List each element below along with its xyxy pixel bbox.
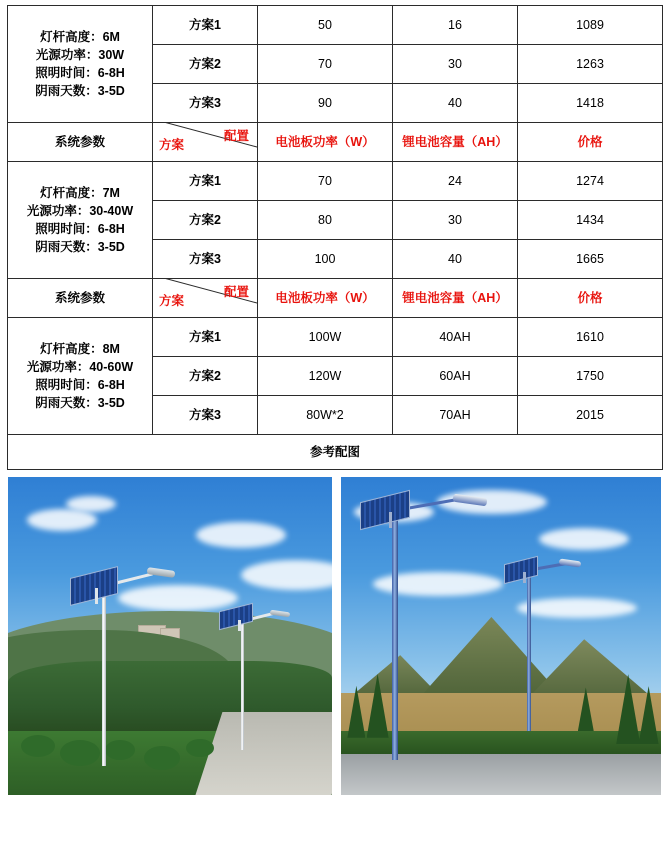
plan-header-label: 方案 [159, 294, 185, 308]
plan-header-label: 方案 [159, 138, 185, 152]
panel-mount [238, 620, 241, 631]
panel-power-value: 70 [258, 45, 393, 84]
price-value: 1263 [518, 45, 663, 84]
price-value: 1665 [518, 240, 663, 279]
reference-images-title: 参考配图 [8, 435, 663, 470]
column-header-plan-config [153, 123, 258, 162]
spec-table [7, 5, 663, 470]
system-parameters-cell [8, 162, 153, 279]
column-header-battery-capacity: 锂电池容量（AH） [393, 123, 518, 162]
param-line: 照明时间：6-8H [35, 222, 125, 236]
config-header-label: 配置 [223, 129, 249, 143]
param-line: 灯杆高度：6M [40, 29, 120, 44]
shrub [21, 735, 55, 757]
plan-label: 方案1 [153, 318, 258, 357]
price-value: 2015 [518, 396, 663, 435]
panel-power-value: 90 [258, 84, 393, 123]
table-row [8, 318, 663, 357]
plan-label: 方案2 [153, 357, 258, 396]
system-parameters-cell [8, 318, 153, 435]
panel-power-value: 80 [258, 201, 393, 240]
panel-mount [95, 588, 98, 604]
panel-mount [389, 512, 392, 528]
table-header-row [8, 123, 663, 162]
price-value: 1610 [518, 318, 663, 357]
param-line: 灯杆高度：8M [40, 341, 120, 356]
panel-power-value: 50 [258, 6, 393, 45]
panel-power-value: 100W [258, 318, 393, 357]
panel-power-value: 80W*2 [258, 396, 393, 435]
price-value: 1434 [518, 201, 663, 240]
cloud-shape [27, 509, 97, 531]
column-header-price: 价格 [518, 279, 663, 318]
battery-capacity-value: 60AH [393, 357, 518, 396]
battery-capacity-value: 24 [393, 162, 518, 201]
battery-capacity-value: 40AH [393, 318, 518, 357]
column-header-battery-capacity: 锂电池容量（AH） [393, 279, 518, 318]
price-value: 1089 [518, 6, 663, 45]
light-pole [102, 582, 106, 766]
table-header-row [8, 279, 663, 318]
plan-label: 方案2 [153, 45, 258, 84]
plan-label: 方案3 [153, 240, 258, 279]
param-line: 阴雨天数：3-5D [35, 396, 125, 411]
light-pole [392, 506, 398, 760]
config-header-label: 配置 [223, 285, 249, 299]
param-line: 照明时间：6-8H [35, 66, 125, 80]
shrub [144, 746, 180, 770]
panel-power-value: 100 [258, 240, 393, 279]
price-value: 1274 [518, 162, 663, 201]
cloud-shape [118, 585, 238, 611]
light-pole [241, 617, 244, 751]
shrub [186, 739, 214, 757]
battery-capacity-value: 70AH [393, 396, 518, 435]
light-pole [527, 566, 531, 731]
param-line: 光源功率：30-40W [26, 203, 134, 218]
column-header-system-parameters: 系统参数 [8, 123, 153, 162]
plan-label: 方案3 [153, 396, 258, 435]
battery-capacity-value: 30 [393, 201, 518, 240]
solar-street-light-park-photo [7, 476, 333, 796]
price-value: 1750 [518, 357, 663, 396]
plan-label: 方案2 [153, 201, 258, 240]
param-line: 阴雨天数：3-5D [35, 84, 125, 99]
column-header-system-parameters: 系统参数 [8, 279, 153, 318]
price-value: 1418 [518, 84, 663, 123]
panel-power-value: 120W [258, 357, 393, 396]
battery-capacity-value: 30 [393, 45, 518, 84]
plan-label: 方案1 [153, 6, 258, 45]
cloud-shape [196, 522, 286, 548]
battery-capacity-value: 16 [393, 6, 518, 45]
cloud-shape [517, 598, 637, 618]
table-row [8, 162, 663, 201]
panel-power-value: 70 [258, 162, 393, 201]
reference-images-row [8, 435, 663, 470]
param-line: 照明时间：6-8H [35, 378, 125, 392]
battery-capacity-value: 40 [393, 84, 518, 123]
panel-mount [523, 572, 526, 583]
column-header-price: 价格 [518, 123, 663, 162]
param-line: 光源功率：30W [35, 47, 125, 62]
system-parameters-cell [8, 6, 153, 123]
photo-gallery [7, 476, 662, 796]
table-row [8, 6, 663, 45]
plan-label: 方案3 [153, 84, 258, 123]
cloud-shape [241, 560, 333, 590]
param-line: 灯杆高度：7M [40, 185, 120, 200]
column-header-panel-power: 电池板功率（W） [258, 123, 393, 162]
cloud-shape [539, 528, 629, 550]
document-page [0, 5, 669, 847]
battery-capacity-value: 40 [393, 240, 518, 279]
column-header-panel-power: 电池板功率（W） [258, 279, 393, 318]
column-header-plan-config [153, 279, 258, 318]
solar-street-light-countryside-photo [340, 476, 662, 796]
cloud-shape [437, 490, 547, 514]
param-line: 阴雨天数：3-5D [35, 240, 125, 255]
param-line: 光源功率：40-60W [26, 359, 134, 374]
road-surface [341, 754, 661, 795]
plan-label: 方案1 [153, 162, 258, 201]
